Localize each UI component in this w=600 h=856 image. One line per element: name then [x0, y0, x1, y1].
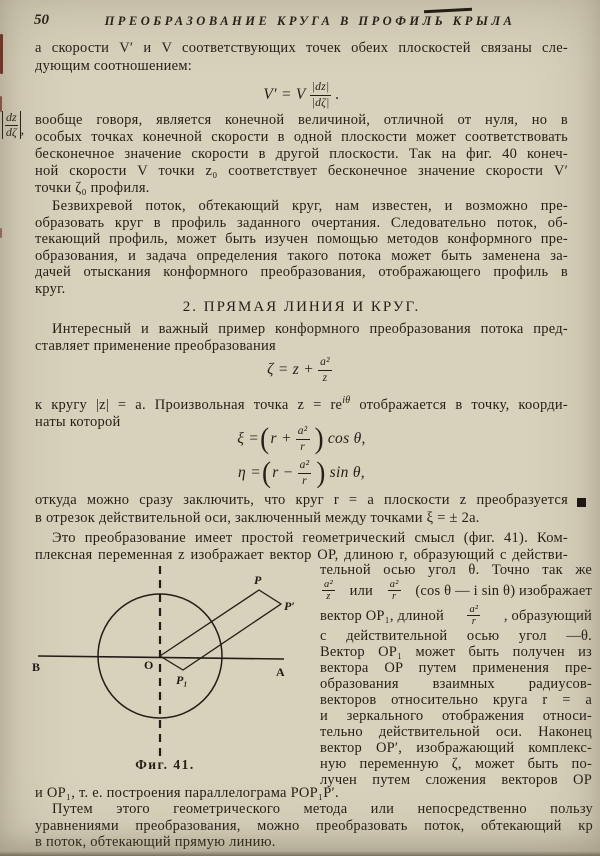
fraction-denominator: dζ — [5, 125, 17, 140]
paragraph-segment-mapping — [35, 492, 568, 527]
text-line: Это преобразование имеет простой геометрический смысл (фиг. 41). Ком- — [52, 530, 568, 546]
label-O: O — [144, 658, 154, 672]
fraction — [296, 425, 310, 453]
formula-lhs: V′ = V — [263, 86, 306, 103]
text-line: Путем этого геометрического метода или непосредственно пользу — [52, 801, 593, 818]
formula-inner: r + — [270, 430, 292, 447]
label-P1: P₁ — [176, 673, 188, 687]
text-line: точки ζ₀ профиля. — [35, 180, 150, 196]
text-line: тельной осью угол θ. Точно так же — [320, 562, 592, 578]
text-line: и OP₁, т. е. построения параллелограма POP₁P′. — [35, 785, 339, 801]
formula-zhukovsky — [35, 354, 568, 386]
paragraph-irrotational-flow — [35, 198, 568, 297]
formula-trig: cos θ, — [327, 430, 366, 447]
figure-caption: Фиг. 41. — [135, 757, 195, 772]
formula-xi — [35, 422, 568, 456]
margin-fraction — [2, 111, 24, 139]
open-paren: ( — [260, 421, 270, 455]
text-line: текающий профиль, может быть изучен помощью методов конформного пре- — [35, 231, 568, 247]
text-segment: вектор OP₁, длиной — [320, 607, 444, 624]
wrapped-text-column — [320, 562, 592, 788]
text-segment: (cos θ — i sin θ) изображает — [415, 582, 592, 599]
text-segment: или — [349, 582, 373, 599]
red-edge-mark-artifact — [0, 96, 2, 112]
page-header — [0, 12, 600, 32]
fraction-denominator: r — [392, 591, 397, 603]
text-line: а скорости V′ и V соответствующих точек обеих плоскостей связаны сле- — [35, 40, 568, 56]
formula-inner: r − — [272, 464, 294, 481]
close-paren: ) — [316, 455, 326, 489]
fraction — [467, 604, 480, 627]
fraction — [2, 111, 21, 139]
superscript: iθ — [342, 395, 351, 406]
text-line: вектор OP′, изображающий комплекс- — [320, 740, 592, 757]
page-number: 50 — [34, 12, 49, 28]
formula-lhs: ξ = — [237, 430, 260, 447]
paragraph-velocity-relation — [35, 40, 568, 75]
fraction — [298, 459, 312, 487]
formula-velocity — [35, 78, 568, 112]
close-paren: ) — [314, 421, 324, 455]
text-line: образовать круг в профиль заданного очертания. Следовательно поток, об- — [35, 214, 568, 231]
paragraph-conclusion — [35, 785, 593, 850]
text-line: круг. — [35, 280, 66, 297]
formula-lhs: ζ = z + — [267, 361, 315, 378]
page-edge-shadow — [0, 851, 600, 856]
text-line: в поток, обтекающий прямую линию. — [35, 833, 276, 850]
label-P: P — [254, 573, 262, 587]
fraction-denominator: r — [300, 440, 306, 453]
fraction — [318, 356, 332, 384]
open-paren: ( — [261, 455, 272, 489]
running-title: ПРЕОБРАЗОВАНИЕ КРУГА В ПРОФИЛЬ КРЫЛА — [104, 14, 516, 28]
fraction — [310, 81, 332, 109]
text-line: Интересный и важный пример конформного преобразования потока пред- — [52, 321, 568, 337]
figure-41-diagram — [26, 556, 314, 768]
formula-lhs: η = — [238, 464, 261, 481]
formula-eta — [35, 456, 568, 490]
text-line: с действительной осью угол —θ. — [320, 628, 592, 645]
text-line: особых точках конечной скорости в одной плоскости может соответствовать — [35, 129, 568, 145]
text-line: и зеркального отображения относи- — [320, 708, 592, 725]
fraction-numerator: a² — [298, 459, 312, 473]
fraction-numerator: dz — [5, 111, 18, 126]
text-line: Безвихревой поток, обтекающий круг, нам известен, и возможно пре- — [52, 198, 568, 214]
fraction-numerator: a² — [318, 356, 332, 370]
fraction-denominator: r — [471, 616, 477, 628]
text-line: бесконечное значение скорости в другой плоскости. Так на фиг. 40 конеч- — [35, 146, 568, 162]
text-line: вообще говоря, является конечной величиной, отличной от нуля, но в — [35, 112, 568, 128]
label-B: B — [32, 660, 41, 674]
text-line: уравнениями преобразования, можно преобразовать поток, обтекающий кр — [35, 817, 593, 834]
fraction-denominator: |dζ| — [311, 96, 330, 109]
section-heading: 2. ПРЯМАЯ ЛИНИЯ И КРУГ. — [182, 299, 421, 315]
fraction-numerator: |dz| — [310, 81, 332, 95]
fraction-numerator: a² — [389, 579, 399, 590]
text-segment: , образующий — [503, 607, 592, 624]
text-line: откуда можно сразу заключить, что круг r = a плоскости z преобразуется — [35, 492, 568, 508]
comma: , — [20, 123, 25, 139]
fraction-numerator: a² — [324, 579, 333, 590]
text-line: в отрезок действительной оси, заключенный между точками ξ = ± 2a. — [35, 509, 480, 526]
text-line: вектора OP путем применения пре- — [320, 660, 592, 677]
ink-blot-artifact — [577, 498, 586, 507]
formula-trig: sin θ, — [329, 464, 365, 481]
paragraph-example-intro — [35, 321, 568, 355]
text-segment: отображается в точку, коорди- — [350, 396, 568, 413]
text-line: дачей отыскания конформного преобразования, отображающего профиль в — [35, 264, 568, 280]
fraction-denominator: r — [302, 474, 307, 487]
red-edge-mark-artifact — [0, 34, 3, 74]
fraction-denominator: z — [322, 371, 328, 384]
text-line: наты которой — [35, 413, 121, 430]
text-line: дующим соотношением: — [35, 57, 193, 74]
fraction-numerator: a² — [469, 604, 479, 616]
text-line — [35, 392, 568, 414]
text-line-with-fractions — [320, 603, 592, 628]
formula-tail: . — [335, 86, 340, 103]
paragraph-singular-points — [35, 112, 568, 197]
text-line: лучен путем сложения векторов OP — [320, 772, 592, 789]
fraction — [388, 579, 401, 602]
label-A: A — [276, 665, 285, 679]
text-line: плексная переменная z изображает вектор OP, длиною r, образующий с действи- — [35, 547, 568, 563]
text-line: векторов относительно круга r = a — [320, 692, 592, 709]
label-P-prime: P′ — [284, 599, 295, 613]
text-line: ной скорости V точки z₀ соответствует бесконечное значение скорости V′ — [35, 163, 568, 179]
text-line: образования взаимных радиусов- — [320, 676, 592, 693]
red-edge-mark-artifact — [0, 228, 2, 238]
fraction — [322, 579, 335, 602]
fraction-numerator: a² — [296, 425, 310, 439]
text-line-with-fractions — [320, 578, 592, 603]
text-line: образования, и задача определения такого потока может быть заменена за- — [35, 247, 568, 264]
text-line: Вектор OP₁ может быть получен из — [320, 644, 592, 661]
fraction-denominator: z — [326, 591, 331, 603]
text-line: ставляет применение преобразования — [35, 338, 276, 354]
text-line: ную переменную ζ, может быть по- — [320, 756, 592, 773]
text-segment: к кругу |z| = a. Произвольная точка z = re — [35, 396, 343, 413]
text-line: тельно действительной оси. Наконец — [320, 724, 592, 741]
